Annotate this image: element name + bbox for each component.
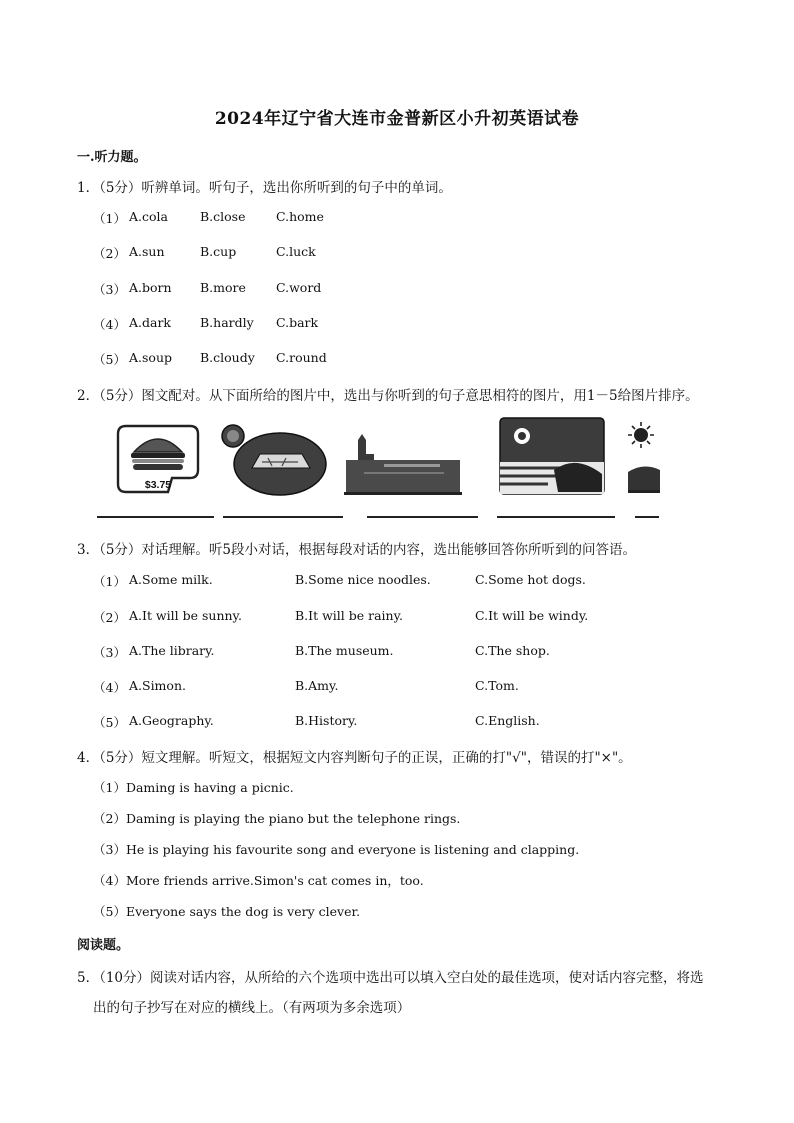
- q3-item-3-option-a: A.The library.: [129, 643, 215, 658]
- city-skyline-picture: [344, 420, 462, 498]
- q4-statement-1: （1）Daming is having a picnic.: [93, 780, 294, 795]
- question-4-stem: 4．（5分）短文理解。听短文，根据短文内容判断句子的正误，正确的打"√"，错误的打"×"。: [77, 750, 632, 766]
- q1-item-4-option-c: C.bark: [276, 315, 319, 330]
- q3-item-4-option-c: C.Tom.: [475, 678, 519, 693]
- q3-item-1-number: （1）: [93, 574, 126, 589]
- q3-item-4-option-a: A.Simon.: [129, 678, 186, 693]
- q1-item-1-option-c: C.home: [276, 209, 324, 224]
- answer-line-4: [497, 516, 615, 518]
- map-picture: [212, 418, 328, 500]
- q1-item-2-option-a: A.sun: [129, 244, 165, 259]
- q3-item-1-option-c: C.Some hot dogs.: [475, 572, 586, 587]
- q1-item-5-number: （5）: [93, 352, 126, 367]
- q1-item-1-option-a: A.cola: [129, 209, 168, 224]
- q3-item-5-option-a: A.Geography.: [129, 713, 214, 728]
- q4-statement-2: （2）Daming is playing the piano but the telephone rings.: [93, 811, 461, 826]
- price-label: $3.75: [144, 479, 172, 491]
- question-1-stem: 1．（5分）听辨单词。听句子，选出你所听到的句子中的单词。: [77, 180, 452, 196]
- q4-statement-3: （3）He is playing his favourite song and everyone is listening and clapping.: [93, 842, 580, 857]
- q1-item-4-option-b: B.hardly: [200, 315, 254, 330]
- question-5-stem-line-1: 5．（10分）阅读对话内容，从所给的六个选项中选出可以填入空白处的最佳选项，使对话内容完整，将选: [77, 970, 704, 986]
- q3-item-2-option-a: A.It will be sunny.: [129, 608, 242, 623]
- q1-item-2-number: （2）: [93, 246, 126, 261]
- section-listening-heading: 一.听力题。: [77, 150, 147, 165]
- sun-picture: [624, 418, 660, 498]
- q3-item-4-number: （4）: [93, 680, 126, 695]
- q1-item-3-option-a: A.born: [129, 280, 172, 295]
- q1-item-4-number: （4）: [93, 317, 126, 332]
- q1-item-4-option-a: A.dark: [129, 315, 172, 330]
- question-2-stem: 2．（5分）图文配对。从下面所给的图片中，选出与你听到的句子意思相符的图片，用1－5给图片排序。: [77, 388, 699, 404]
- hamburger-picture: [112, 418, 204, 500]
- q1-item-1-option-b: B.close: [200, 209, 246, 224]
- exam-title: 2024年辽宁省大连市金普新区小升初英语试卷: [214, 109, 580, 129]
- q1-item-3-option-c: C.word: [276, 280, 322, 295]
- q3-item-1-option-a: A.Some milk.: [129, 572, 213, 587]
- q1-item-3-option-b: B.more: [200, 280, 246, 295]
- question-3-stem: 3．（5分）对话理解。听5段小对话，根据每段对话的内容，选出能够回答你所听到的问答语。: [77, 542, 637, 558]
- picnic-picture: [498, 416, 606, 498]
- q1-item-5-option-c: C.round: [276, 350, 327, 365]
- q3-item-4-option-b: B.Amy.: [295, 678, 339, 693]
- q3-item-3-option-c: C.The shop.: [475, 643, 550, 658]
- q3-item-3-number: （3）: [93, 645, 126, 660]
- q3-item-2-number: （2）: [93, 610, 126, 625]
- question-5-stem-line-2: 出的句子抄写在对应的横线上。（有两项为多余选项）: [93, 1000, 411, 1016]
- answer-line-5: [635, 516, 659, 518]
- q1-item-5-option-a: A.soup: [129, 350, 172, 365]
- answer-line-1: [97, 516, 214, 518]
- q1-item-2-option-c: C.luck: [276, 244, 316, 259]
- q3-item-5-number: （5）: [93, 715, 126, 730]
- section-reading-heading: 阅读题。: [77, 938, 130, 953]
- q4-statement-4: （4）More friends arrive.Simon's cat comes in，too.: [93, 873, 424, 888]
- q3-item-5-option-c: C.English.: [475, 713, 540, 728]
- q3-item-3-option-b: B.The museum.: [295, 643, 394, 658]
- q1-item-2-option-b: B.cup: [200, 244, 237, 259]
- q3-item-1-option-b: B.Some nice noodles.: [295, 572, 431, 587]
- q3-item-2-option-c: C.It will be windy.: [475, 608, 589, 623]
- q3-item-5-option-b: B.History.: [295, 713, 358, 728]
- q1-item-5-option-b: B.cloudy: [200, 350, 255, 365]
- answer-line-3: [367, 516, 478, 518]
- q1-item-3-number: （3）: [93, 282, 126, 297]
- q4-statement-5: （5）Everyone says the dog is very clever.: [93, 904, 361, 919]
- q3-item-2-option-b: B.It will be rainy.: [295, 608, 403, 623]
- answer-line-2: [223, 516, 343, 518]
- q1-item-1-number: （1）: [93, 211, 126, 226]
